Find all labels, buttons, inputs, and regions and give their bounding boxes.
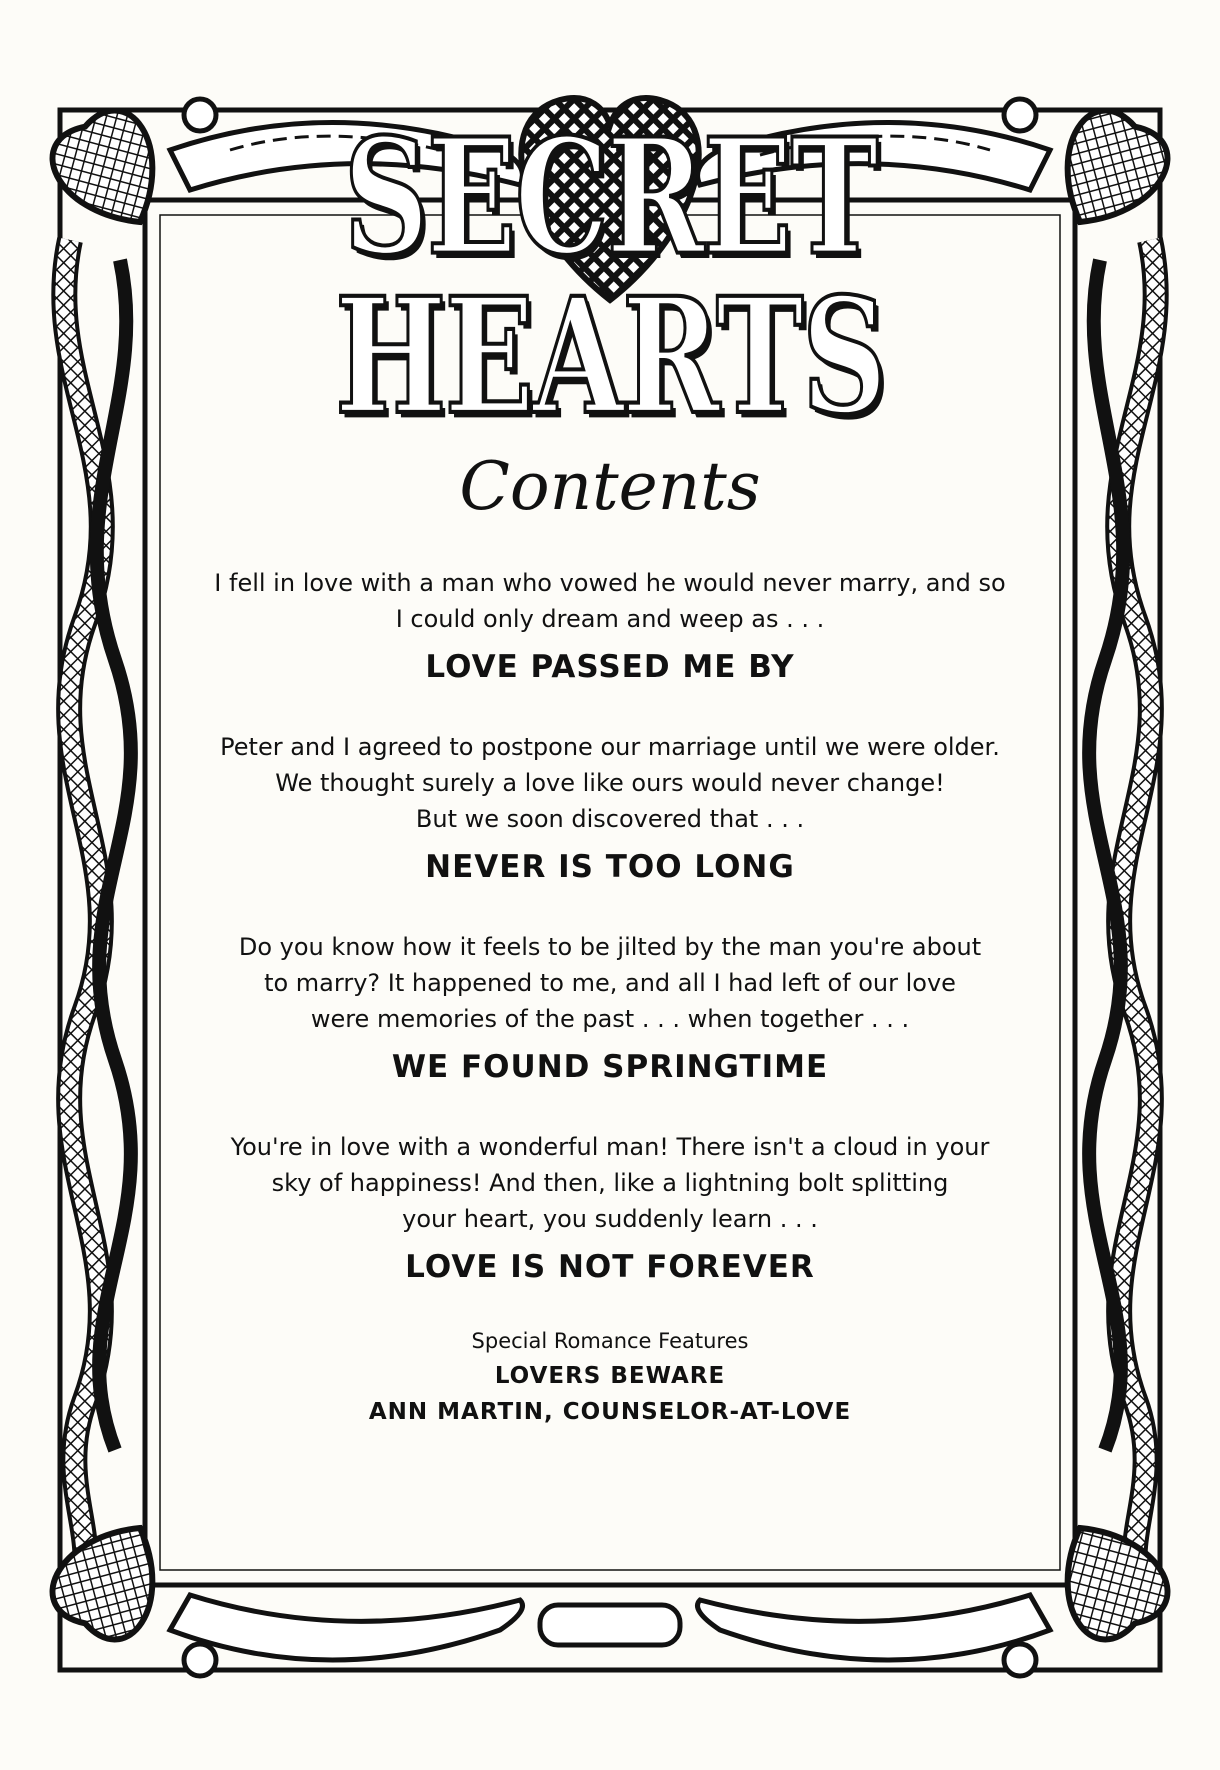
masthead-logo: SECRET HEARTS (335, 102, 885, 450)
left-vine (64, 240, 131, 1580)
story-title: LOVE PASSED ME BY (425, 649, 795, 685)
teaser-line: your heart, you suddenly learn . . . (402, 1205, 818, 1233)
story-entry (180, 729, 1040, 885)
story-teaser (180, 729, 1040, 837)
story-teaser (180, 565, 1040, 637)
features-heading: Special Romance Features (471, 1329, 749, 1353)
contents-heading: Contents (459, 448, 761, 525)
teaser-line: Do you know how it feels to be jilted by the man you're about (238, 933, 982, 961)
bottom-ribbon (170, 1595, 1050, 1676)
contents-panel (180, 102, 1040, 1550)
teaser-line: I fell in love with a man who vowed he would never marry, and so (214, 569, 1006, 597)
story-title: NEVER IS TOO LONG (425, 849, 795, 885)
teaser-line: Peter and I agreed to postpone our marriage until we were older. (220, 733, 1000, 761)
story-title: WE FOUND SPRINGTIME (391, 1049, 829, 1085)
story-teaser (180, 1129, 1040, 1237)
teaser-line: But we soon discovered that . . . (415, 805, 805, 833)
teaser-line: were memories of the past . . . when together . . . (310, 1005, 910, 1033)
teaser-line: to marry? It happened to me, and all I had left of our love (264, 969, 956, 997)
story-title: LOVE IS NOT FOREVER (405, 1249, 815, 1285)
story-entry (180, 929, 1040, 1085)
teaser-line: I could only dream and weep as . . . (395, 605, 825, 633)
story-teaser (180, 929, 1040, 1037)
story-entry (180, 1129, 1040, 1285)
story-entry (180, 565, 1040, 685)
teaser-line: You're in love with a wonderful man! There isn't a cloud in your (230, 1133, 990, 1161)
teaser-line: We thought surely a love like ours would never change! (275, 769, 945, 797)
teaser-line: sky of happiness! And then, like a lightning bolt splitting (271, 1169, 949, 1197)
special-features (180, 1329, 1040, 1425)
right-vine (1089, 240, 1156, 1580)
feature-item: ANN MARTIN, COUNSELOR-AT-LOVE (368, 1399, 852, 1425)
feature-item: LOVERS BEWARE (494, 1363, 726, 1389)
